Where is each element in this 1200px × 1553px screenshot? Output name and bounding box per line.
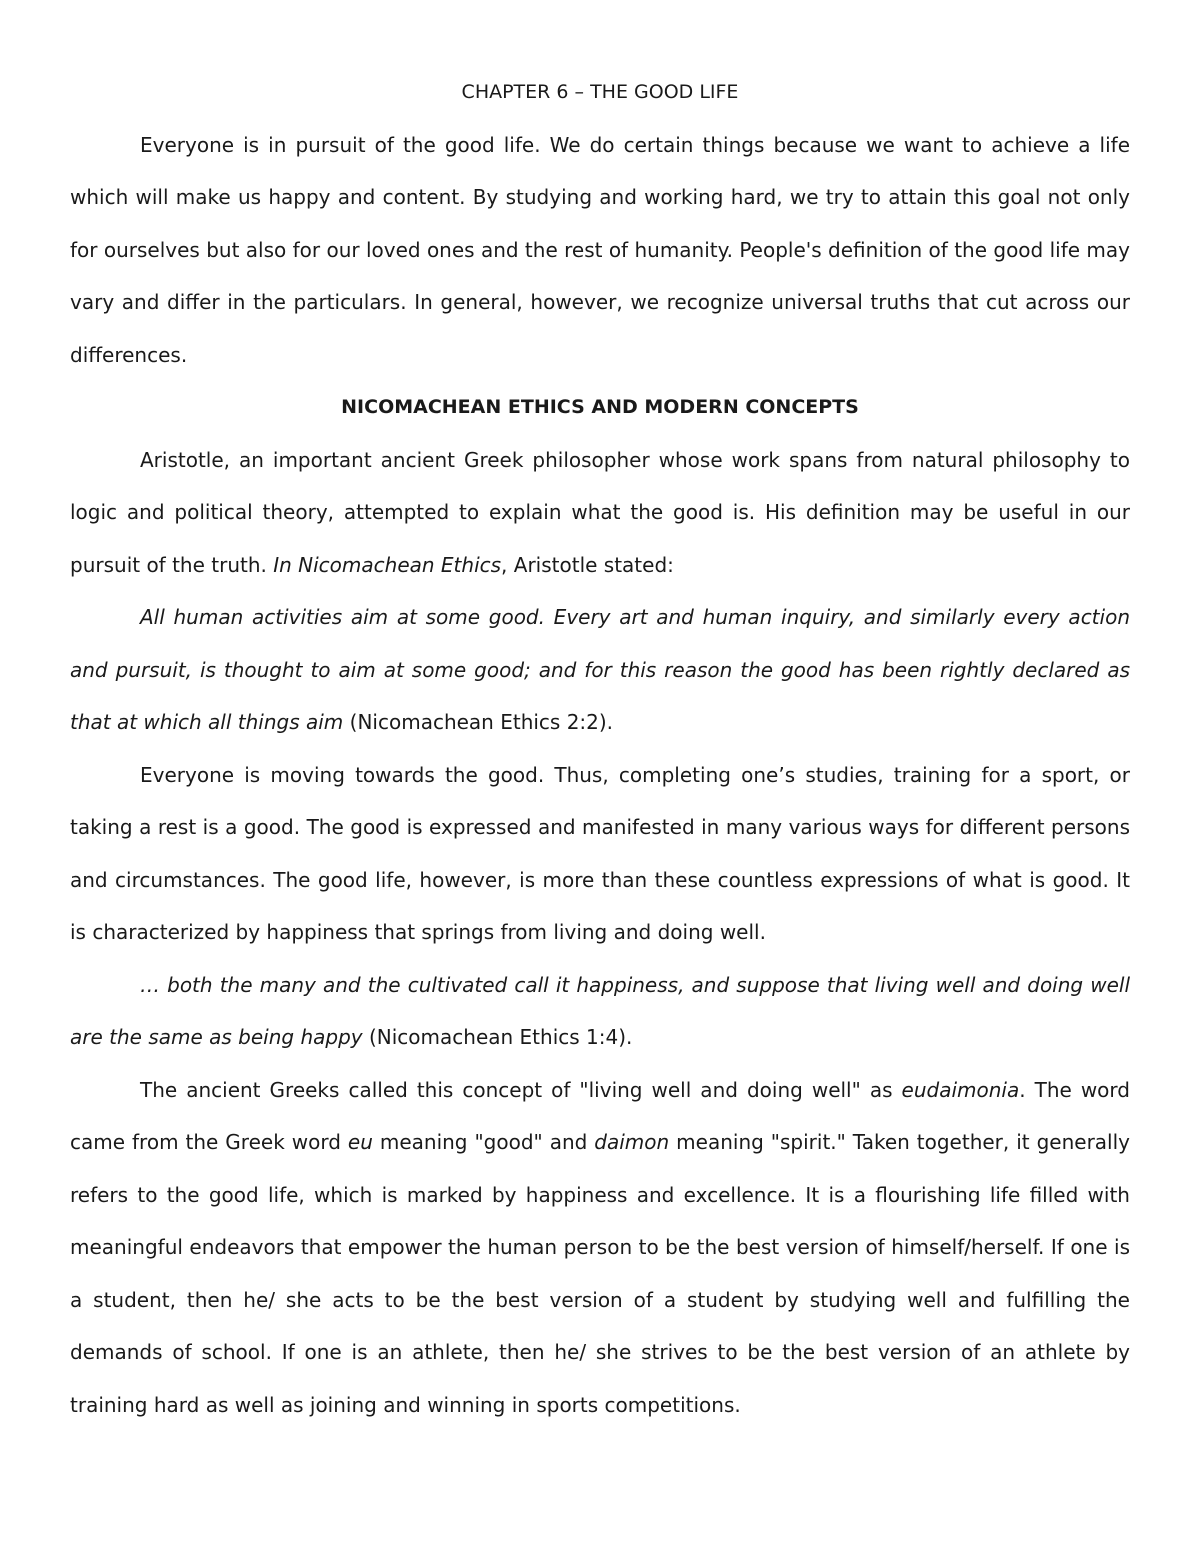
quote-citation: (Nicomachean Ethics 1:4). bbox=[362, 1025, 633, 1049]
paragraph-eudaimonia bbox=[70, 1064, 1130, 1432]
paragraph-aristotle-tail: , Aristotle stated: bbox=[501, 552, 674, 577]
quote-nicomachean-2-2 bbox=[70, 591, 1130, 749]
quote-text: … both the many and the cultivated call it happiness, and suppose that living well and doing well are the same as being happy bbox=[70, 972, 1130, 1049]
book-title: In Nicomachean Ethics bbox=[273, 552, 502, 577]
paragraph-aristotle bbox=[70, 434, 1130, 592]
document-page bbox=[70, 66, 1130, 1431]
quote-citation: (Nicomachean Ethics 2:2). bbox=[343, 710, 614, 734]
paragraph-aristotle-text: Aristotle, an important ancient Greek philosopher whose work spans from natural philosophy to logic and political theory, attempted to explain what the good is. His definition may be useful in our pursuit of the truth. bbox=[70, 447, 1130, 577]
quote-nicomachean-1-4 bbox=[70, 959, 1130, 1064]
eudaimonia-text-3: meaning "good" and bbox=[372, 1130, 595, 1154]
quote-text: All human activities aim at some good. Every art and human inquiry, and similarly every action and pursuit, is thought to aim at some good; and for this reason the good has been rightly declared as that at which all things aim bbox=[70, 605, 1130, 734]
eudaimonia-text-2: . The word came from the Greek word bbox=[70, 1077, 1130, 1154]
section-title: NICOMACHEAN ETHICS AND MODERN CONCEPTS bbox=[341, 396, 859, 418]
paragraph-intro: Everyone is in pursuit of the good life. We do certain things because we want to achieve a life which will make us happy and content. By studying and working hard, we try to attain this goal not only for ourselves but also for our loved ones and the rest of humanity. People's definition of the good life may vary and differ in the particulars. In general, however, we recognize universal truths that cut across our differences. bbox=[70, 132, 1130, 367]
chapter-title: CHAPTER 6 – THE GOOD LIFE bbox=[461, 81, 739, 103]
paragraph-moving-towards-good: Everyone is moving towards the good. Thus, completing one’s studies, training for a sport, or taking a rest is a good. The good is expressed and manifested in many various ways for different persons and circumstances. The good life, however, is more than these countless expressions of what is good. It is characterized by happiness that springs from living and doing well. bbox=[70, 762, 1130, 944]
term-daimon: daimon bbox=[594, 1130, 670, 1154]
eudaimonia-text-4: meaning "spirit." Taken together, it generally refers to the good life, which is marked by happiness and excellence. It is a flourishing life filled with meaningful endeavors that empower the human person to be the best version of himself/herself. If one is a student, then he/ she acts to be the best version of a student by studying well and fulfilling the demands of school. If one is an athlete, then he/ she strives to be the best version of an athlete by training hard as well as joining and winning in sports competitions. bbox=[70, 1130, 1131, 1417]
term-eu: eu bbox=[347, 1130, 373, 1154]
eudaimonia-text-1: The ancient Greeks called this concept of "living well and doing well" as bbox=[140, 1077, 902, 1102]
term-eudaimonia: eudaimonia bbox=[901, 1077, 1020, 1102]
